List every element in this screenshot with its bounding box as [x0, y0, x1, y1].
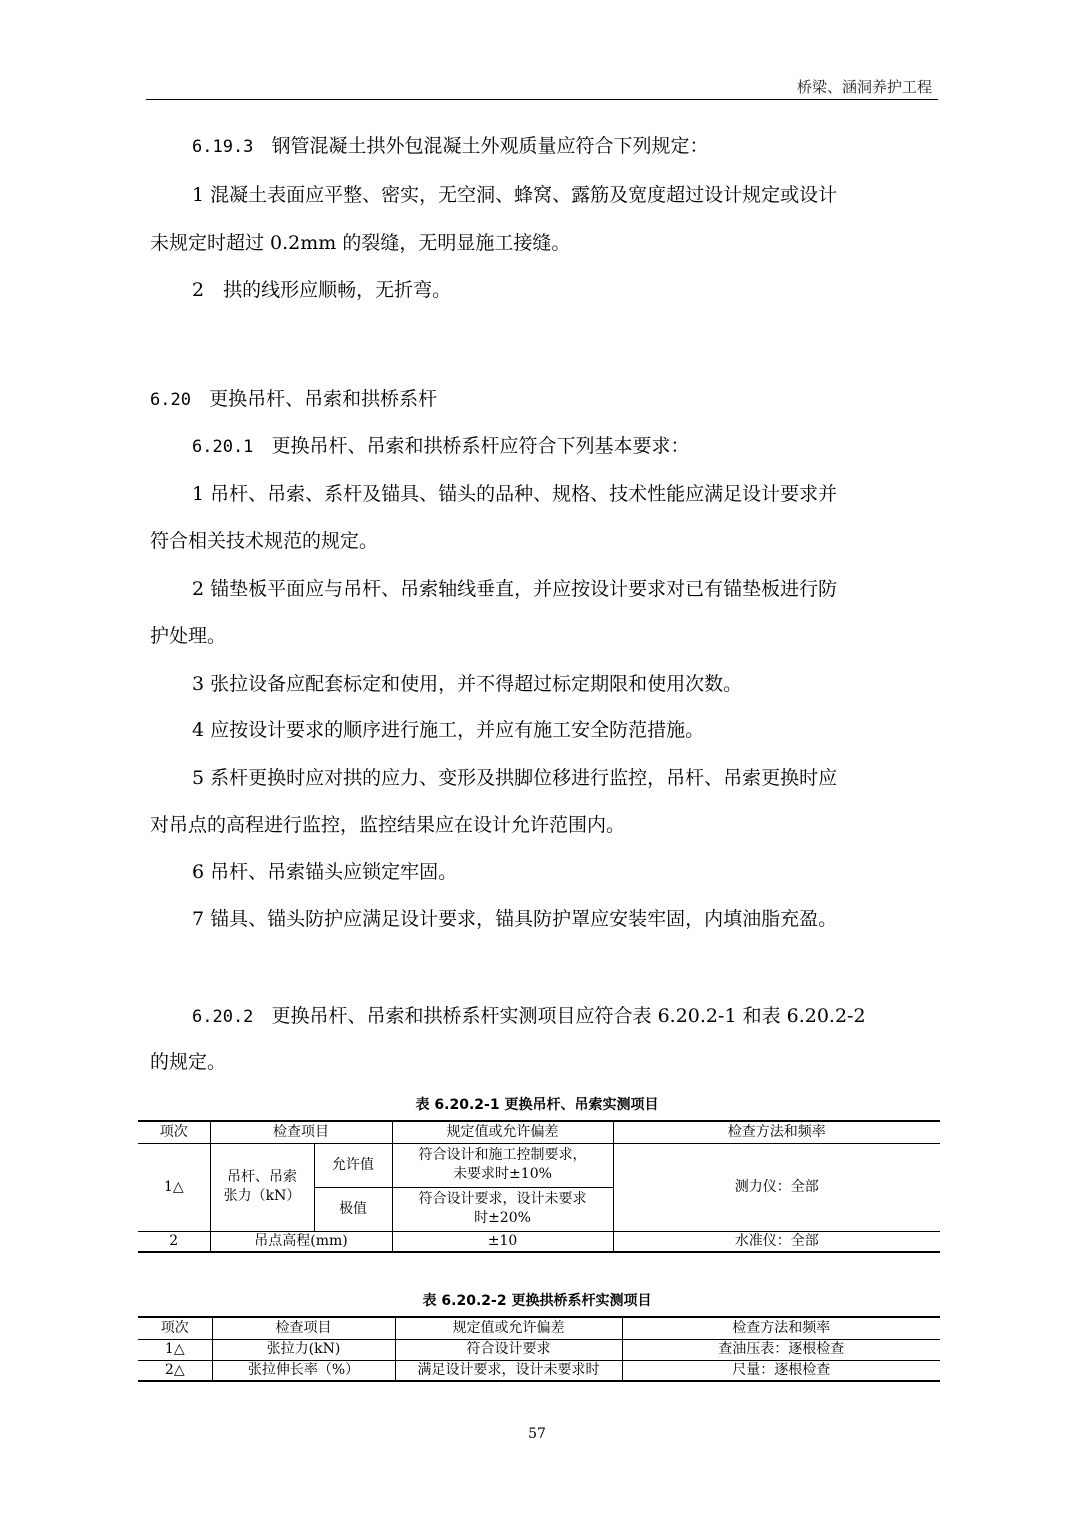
cell-line: 符合设计和施工控制要求，: [418, 1147, 587, 1163]
table-caption: 表 6.20.2-2 更换拱桥系杆实测项目: [422, 1293, 652, 1309]
list-item: 2 锚垫板平面应与吊杆、吊索轴线垂直，并应按设计要求对已有锚垫板进行防: [192, 578, 838, 600]
table-row: [138, 1339, 940, 1360]
list-item-continuation: 对吊点的高程进行监控，监控结果应在设计允许范围内。: [150, 814, 626, 836]
table-row: [138, 1360, 940, 1381]
table-cell: 1△: [138, 1143, 210, 1231]
table-cell: [392, 1143, 613, 1187]
list-item: 2 拱的线形应顺畅，无折弯。: [192, 279, 452, 301]
table-cell: 张拉力(kN): [212, 1339, 395, 1360]
header-cell: 检查方法和频率: [622, 1317, 940, 1339]
table-cell: [210, 1143, 314, 1231]
table-cell: 水准仪：全部: [613, 1231, 940, 1252]
clause-number: 6.20.1: [192, 437, 254, 457]
table-cell: 2△: [138, 1360, 212, 1381]
table-cell: 测力仪：全部: [613, 1143, 940, 1231]
header-cell: 检查方法和频率: [613, 1121, 940, 1143]
section-title: 更换吊杆、吊索和拱桥系杆: [209, 388, 438, 410]
list-item-continuation: 未规定时超过 0.2mm 的裂缝，无明显施工接缝。: [150, 232, 571, 254]
clause-text: 更换吊杆、吊索和拱桥系杆实测项目应符合表 6.20.2-1 和表 6.20.2-2: [271, 1005, 866, 1027]
cell-line: 张力（kN）: [223, 1188, 301, 1204]
table-cell: 尺量：逐根检查: [622, 1360, 940, 1381]
header-cell: 检查项目: [212, 1317, 395, 1339]
table-hanger-replacement: [138, 1120, 940, 1253]
clause-6-20-2: [192, 991, 982, 1043]
header-cell: 项次: [138, 1121, 210, 1143]
table-cell: 满足设计要求，设计未要求时: [395, 1360, 622, 1381]
cell-line: 未要求时±10%: [453, 1166, 552, 1182]
cell-line: 吊杆、吊索: [227, 1169, 297, 1185]
cell-line: 符合设计要求，设计未要求: [418, 1191, 587, 1207]
table-cell: [392, 1187, 613, 1231]
header-cell: 规定值或允许偏差: [395, 1317, 622, 1339]
clause-number: 6.19.3: [192, 137, 254, 157]
table-cell: 极值: [314, 1187, 392, 1231]
list-item: 3 张拉设备应配套标定和使用，并不得超过标定期限和使用次数。: [192, 673, 743, 695]
header-cell: 检查项目: [210, 1121, 392, 1143]
cell-line: 时±20%: [474, 1210, 531, 1226]
list-item: 6 吊杆、吊索锚头应锁定牢固。: [192, 861, 458, 883]
list-item: 4 应按设计要求的顺序进行施工，并应有施工安全防范措施。: [192, 719, 705, 741]
page-number: 57: [528, 1426, 546, 1442]
table-caption: 表 6.20.2-1 更换吊杆、吊索实测项目: [415, 1097, 659, 1113]
clause-6-19-3: [192, 121, 982, 173]
clause-text: 钢管混凝土拱外包混凝土外观质量应符合下列规定：: [271, 135, 709, 157]
list-item: 7 锚具、锚头防护应满足设计要求，锚具防护罩应安装牢固，内填油脂充盈。: [192, 908, 838, 930]
table-cell: 允许值: [314, 1143, 392, 1187]
table-cell: 吊点高程(mm): [210, 1231, 392, 1252]
table-cell: 1△: [138, 1339, 212, 1360]
section-heading-6-20: [150, 374, 940, 426]
header-cell: 项次: [138, 1317, 212, 1339]
header-cell: 规定值或允许偏差: [392, 1121, 613, 1143]
table-cell: 2: [138, 1231, 210, 1252]
table-cell: 符合设计要求: [395, 1339, 622, 1360]
header-rule: [146, 99, 938, 100]
table-cell: 张拉伸长率（%）: [212, 1360, 395, 1381]
table-tie-rod-replacement: [138, 1316, 940, 1382]
running-header: 桥梁、涵洞养护工程: [796, 78, 932, 96]
list-item-continuation: 符合相关技术规范的规定。: [150, 530, 379, 552]
clause-continuation: 的规定。: [150, 1051, 227, 1073]
list-item: 1 吊杆、吊索、系杆及锚具、锚头的品种、规格、技术性能应满足设计要求并: [192, 483, 838, 505]
clause-number: 6.20.2: [192, 1007, 254, 1027]
section-number: 6.20: [150, 390, 191, 410]
table-cell: ±10: [392, 1231, 613, 1252]
table-cell: 查油压表：逐根检查: [622, 1339, 940, 1360]
list-item: 1 混凝土表面应平整、密实，无空洞、蜂窝、露筋及宽度超过设计规定或设计: [192, 184, 838, 206]
clause-6-20-1: [192, 421, 982, 473]
list-item: 5 系杆更换时应对拱的应力、变形及拱脚位移进行监控，吊杆、吊索更换时应: [192, 767, 838, 789]
clause-text: 更换吊杆、吊索和拱桥系杆应符合下列基本要求：: [271, 435, 690, 457]
list-item-continuation: 护处理。: [150, 625, 227, 647]
